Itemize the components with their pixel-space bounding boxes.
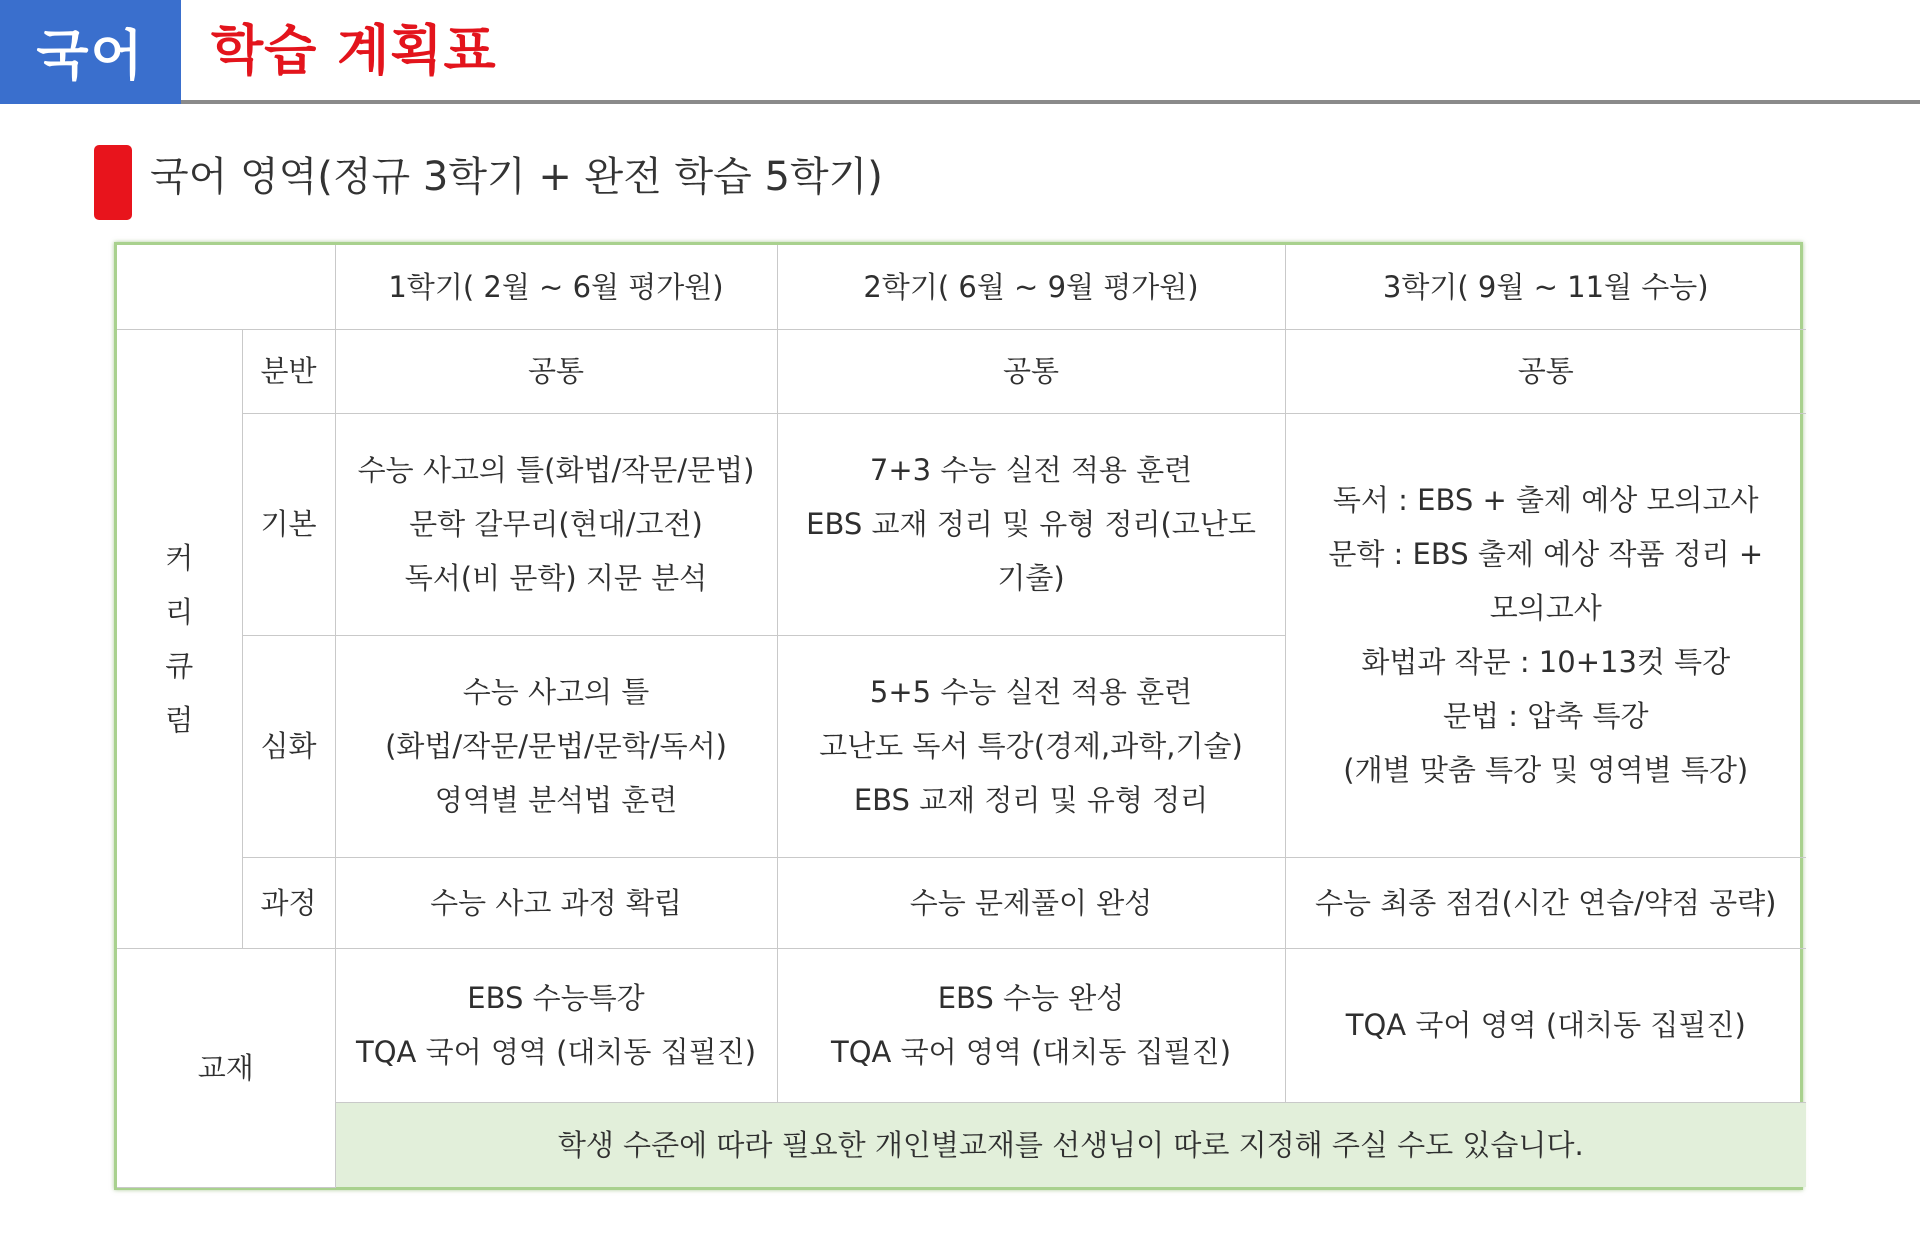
term-header: 2학기( 6월 ~ 9월 평가원): [777, 245, 1285, 329]
basic-row: [117, 413, 1806, 635]
corner-cell: [117, 245, 335, 329]
section-title: 국어 영역(정규 3학기 + 완전 학습 5학기): [150, 154, 883, 200]
textbook-row: [117, 948, 1806, 1102]
row-label: 교재: [117, 948, 335, 1187]
process-row: [117, 857, 1806, 948]
table-cell-merged: 독서 : EBS + 출제 예상 모의고사 문학 : EBS 출제 예상 작품 정리 + 모의고사 화법과 작문 : 10+13컷 특강 문법 : 압축 특강 (개별 맞춤 특강 및 영역별 특강): [1285, 413, 1806, 857]
study-plan-table: [114, 242, 1803, 1190]
table-cell: EBS 수능 완성 TQA 국어 영역 (대치동 집필진): [777, 948, 1285, 1102]
table-cell: 수능 문제풀이 완성: [777, 857, 1285, 948]
table-cell: 수능 사고의 틀 (화법/작문/문법/문학/독서) 영역별 분석법 훈련: [335, 635, 777, 857]
table-cell: 5+5 수능 실전 적용 훈련 고난도 독서 특강(경제,과학,기술) EBS 교재 정리 및 유형 정리: [777, 635, 1285, 857]
term-header: 1학기( 2월 ~ 6월 평가원): [335, 245, 777, 329]
division-row: [117, 329, 1806, 413]
row-label: 분반: [242, 329, 335, 413]
table-cell: 7+3 수능 실전 적용 훈련 EBS 교재 정리 및 유형 정리(고난도 기출): [777, 413, 1285, 635]
table-cell: EBS 수능특강 TQA 국어 영역 (대치동 집필진): [335, 948, 777, 1102]
term-header-row: [117, 245, 1806, 329]
table-cell: 수능 최종 점검(시간 연습/약점 공략): [1285, 857, 1806, 948]
textbook-note: 학생 수준에 따라 필요한 개인별교재를 선생님이 따로 지정해 주실 수도 있습니다.: [335, 1102, 1806, 1187]
header-divider: [181, 100, 1920, 104]
table-cell: 공통: [777, 329, 1285, 413]
header-rule-accent: [0, 100, 181, 104]
row-label: 심화: [242, 635, 335, 857]
row-label: 과정: [242, 857, 335, 948]
section-marker-icon: [94, 145, 132, 220]
header: [0, 0, 1920, 104]
table-cell: 수능 사고의 틀(화법/작문/문법) 문학 갈무리(현대/고전) 독서(비 문학) 지문 분석: [335, 413, 777, 635]
subject-tab: 국어: [0, 0, 181, 102]
textbook-note-row: [117, 1102, 1806, 1187]
term-header: 3학기( 9월 ~ 11월 수능): [1285, 245, 1806, 329]
page-title: 학습 계획표: [211, 19, 497, 82]
row-label: 기본: [242, 413, 335, 635]
table-cell: 공통: [335, 329, 777, 413]
table-cell: 수능 사고 과정 확립: [335, 857, 777, 948]
table-cell: 공통: [1285, 329, 1806, 413]
curriculum-label: 커 리 큐 럼: [117, 329, 242, 948]
table-cell: TQA 국어 영역 (대치동 집필진): [1285, 948, 1806, 1102]
